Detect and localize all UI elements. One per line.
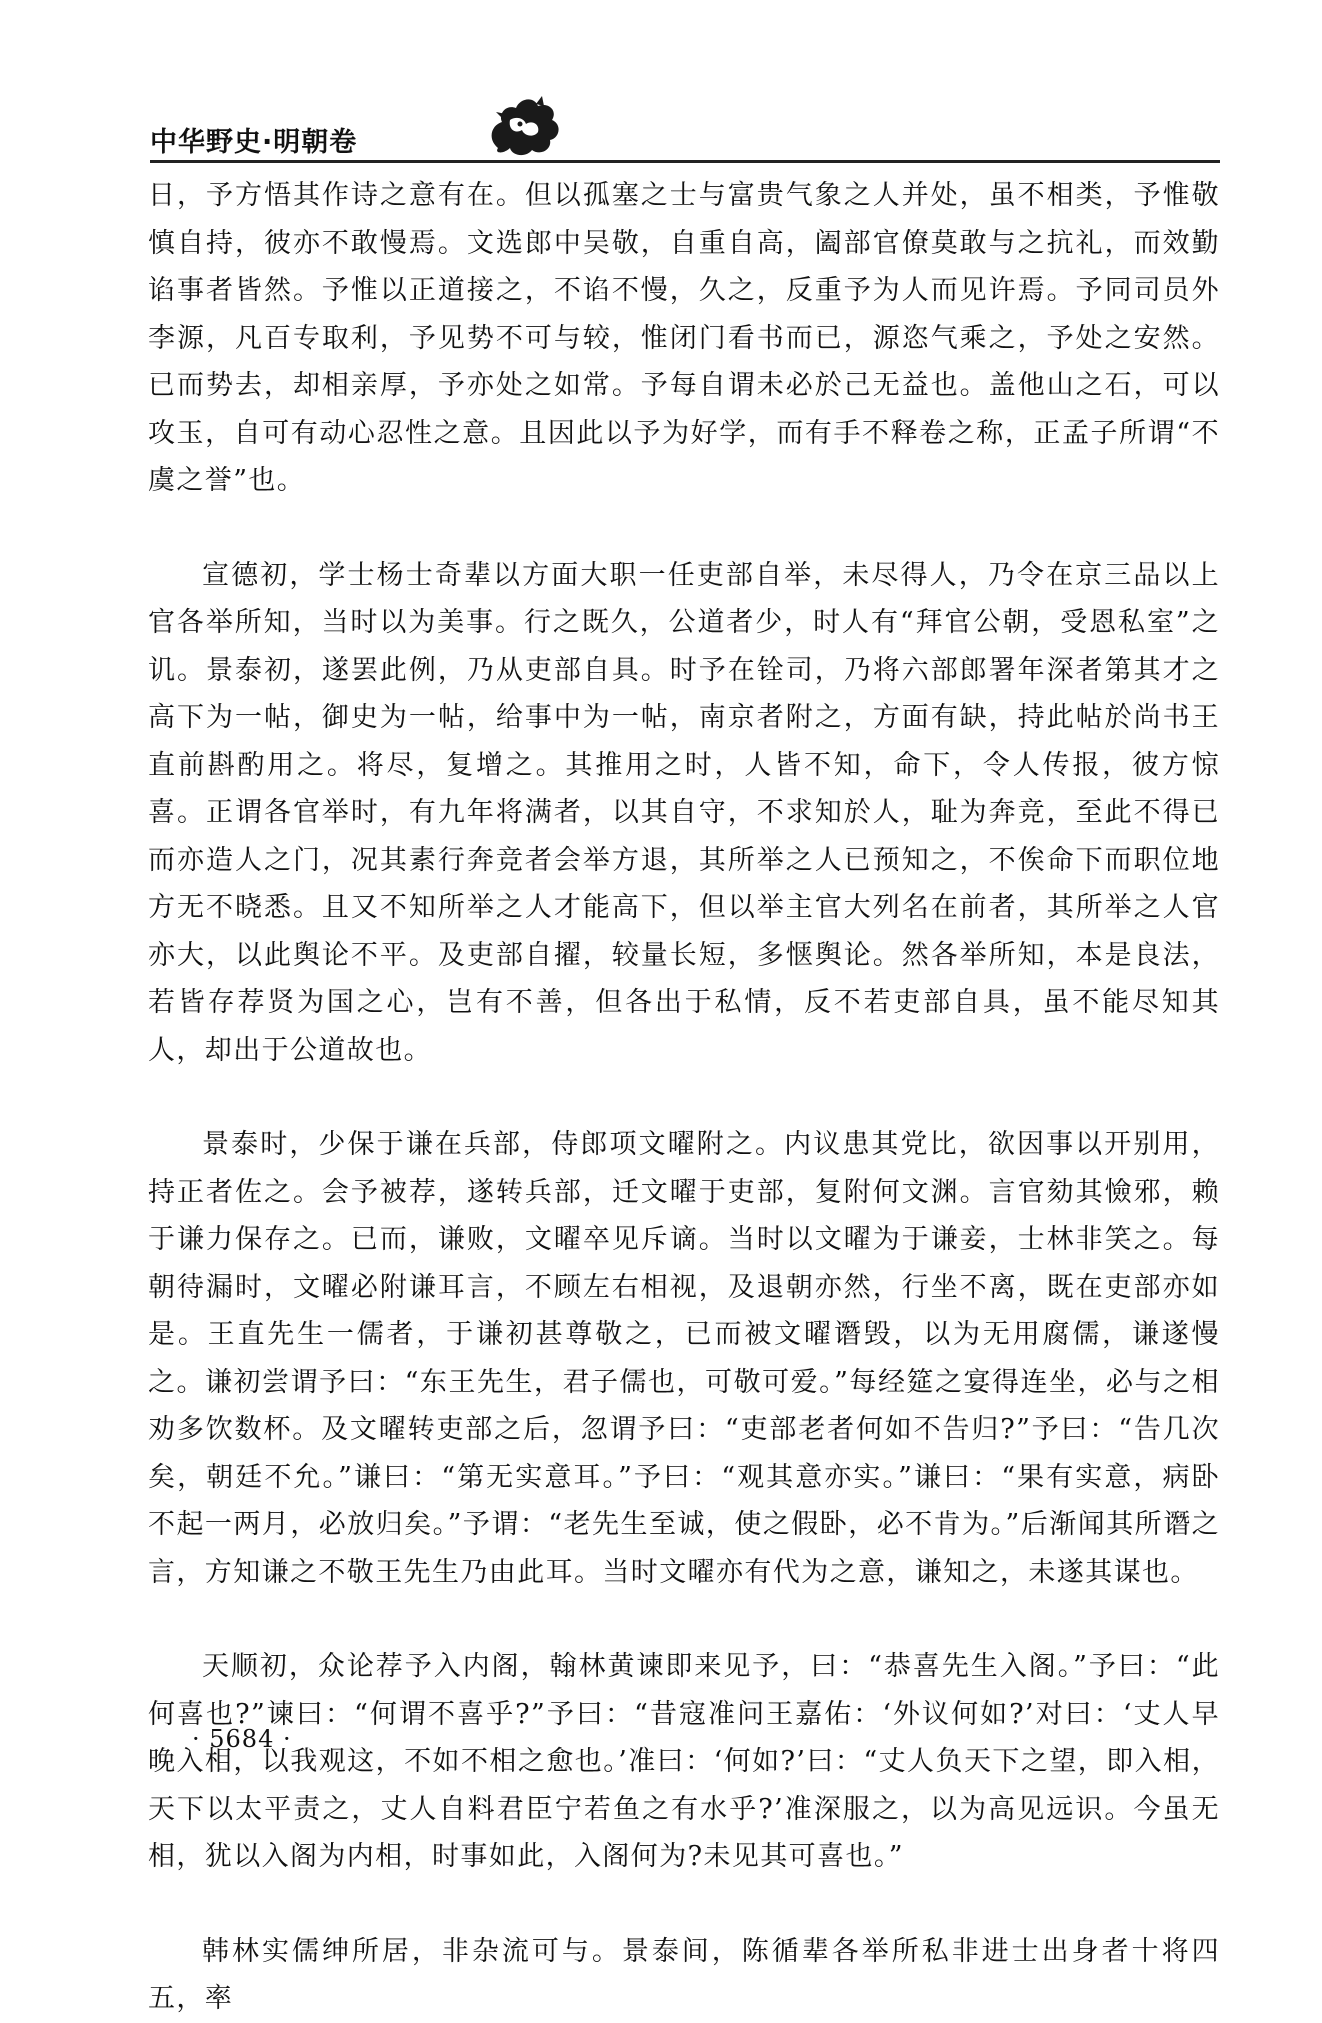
paragraph-4: 天顺初，众论荐予入内阁，翰林黄谏即来见予，曰：“恭喜先生入阁。”予曰：“此何喜也?”谏曰：“何谓不喜乎?”予曰：“昔寇准问王嘉佑：‘外议何如?’对曰：‘丈人早晚入相，以我观这，不如不相之愈也。’准曰：‘何如?’曰：“丈人负天下之望，即入相，天下以太平责之，丈人自料君臣宁若鱼之有水乎?’准深服之，以为高见远识。今虽无相，犹以入阁为内相，时事如此，入阁何为?未见其可喜也。”: [148, 1651, 1220, 1872]
page-body: [148, 172, 1220, 2023]
paragraph-5: 韩林实儒绅所居，非杂流可与。景泰间，陈循辈各举所私非进士出身者十将四五，率: [148, 1935, 1220, 2014]
paragraph-3: 景泰时，少保于谦在兵部，侍郎项文曜附之。内议患其党比，欲因事以开别用，持正者佐之。会予被荐，遂转兵部，迁文曜于吏部，复附何文渊。言官劾其憸邪，赖于谦力保存之。已而，谦败，文曜卒见斥谪。当时以文曜为于谦妾，士林非笑之。每朝待漏时，文曜必附谦耳言，不顾左右相视，及退朝亦然，行坐不离，既在吏部亦如是。王直先生一儒者，于谦初甚尊敬之，已而被文曜谮毁，以为无用腐儒，谦遂慢之。谦初尝谓予曰：“东王先生，君子儒也，可敬可爱。”每经筵之宴得连坐，必与之相劝多饮数杯。及文曜转吏部之后，忽谓予曰：“吏部老者何如不告归?”予曰：“告几次矣，朝廷不允。”谦曰：“第无实意耳。”予曰：“观其意亦实。”谦曰：“果有实意，病卧不起一两月，必放归矣。”予谓：“老先生至诚，使之假卧，必不肯为。”后渐闻其所谮之言，方知谦之不敬王先生乃由此耳。当时文曜亦有代为之意，谦知之，未遂其谋也。: [148, 1129, 1220, 1588]
dragon-emblem-icon: [480, 90, 570, 160]
page-number: · 5684 ·: [192, 1725, 292, 1753]
book-title: 中华野史·明朝卷: [150, 127, 358, 158]
paragraph-1: 日，予方悟其作诗之意有在。但以孤塞之士与富贵气象之人并处，虽不相类，予惟敬慎自持，彼亦不敢慢焉。文选郎中吴敬，自重自高，阖部官僚莫敢与之抗礼，而效勤谄事者皆然。予惟以正道接之，不谄不慢，久之，反重予为人而见许焉。予同司员外李源，凡百专取利，予见势不可与较，惟闭门看书而已，源恣气乘之，予处之安然。已而势去，却相亲厚，予亦处之如常。予每自谓未必於己无益也。盖他山之石，可以攻玉，自可有动心忍性之意。且因此以予为好学，而有手不释卷之称，正孟子所谓“不虞之誉”也。: [148, 180, 1220, 496]
paragraph-2: 宣德初，学士杨士奇辈以方面大职一任吏部自举，未尽得人，乃令在京三品以上官各举所知，当时以为美事。行之既久，公道者少，时人有“拜官公朝，受恩私室”之讥。景泰初，遂罢此例，乃从吏部自具。时予在铨司，乃将六部郎署年深者第其才之高下为一帖，御史为一帖，给事中为一帖，南京者附之，方面有缺，持此帖於尚书王直前斟酌用之。将尽，复增之。其推用之时，人皆不知，命下，令人传报，彼方惊喜。正谓各官举时，有九年将满者，以其自守，不求知於人，耻为奔竞，至此不得已而亦造人之门，况其素行奔竞者会举方退，其所举之人已预知之，不俟命下而职位地方无不晓悉。且又不知所举之人才能高下，但以举主官大列名在前者，其所举之人官亦大，以此舆论不平。及吏部自擢，较量长短，多惬舆论。然各举所知，本是良法，若皆存荐贤为国之心，岂有不善，但各出于私情，反不若吏部自具，虽不能尽知其人，却出于公道故也。: [148, 559, 1220, 1066]
header-divider: [150, 160, 1220, 163]
page-header: [150, 90, 1220, 180]
